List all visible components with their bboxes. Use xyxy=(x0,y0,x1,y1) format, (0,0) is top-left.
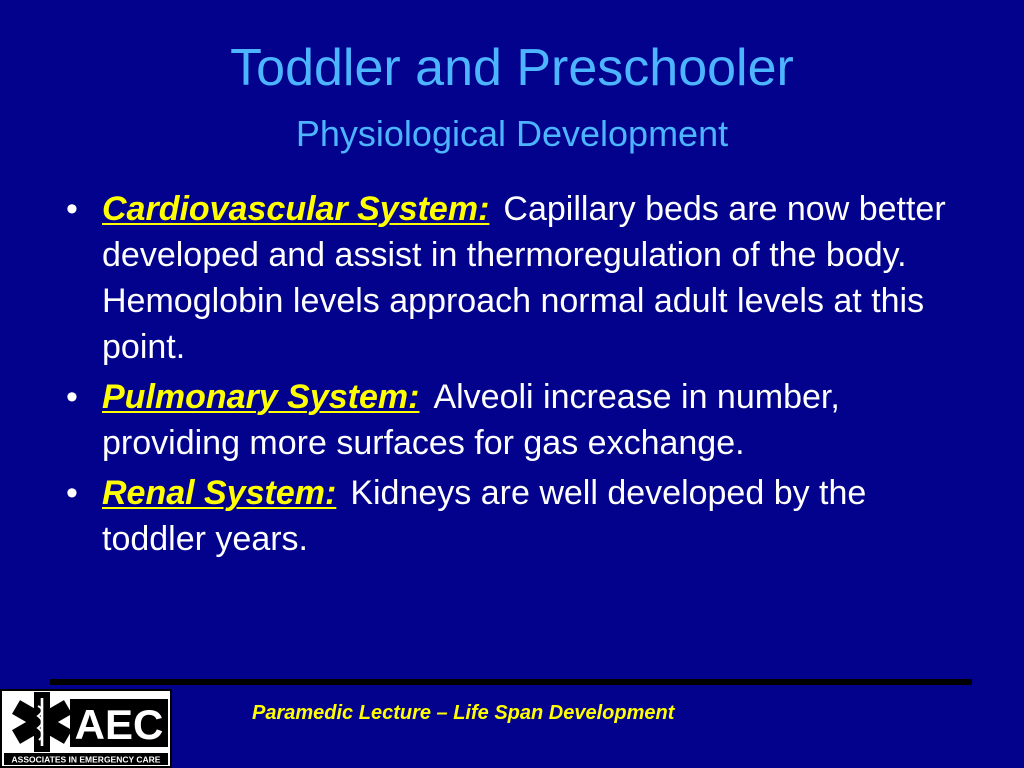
logo-letters: AEC xyxy=(74,701,164,748)
aec-letters xyxy=(70,699,168,748)
bullet-item-cardiovascular xyxy=(60,186,965,370)
bullet-marker: • xyxy=(66,190,78,228)
bullet-heading: Renal System: xyxy=(102,474,337,512)
footer-text: Paramedic Lecture – Life Span Development xyxy=(252,702,675,724)
slide-subtitle: Physiological Development xyxy=(295,113,729,154)
aec-logo-graphic xyxy=(0,689,172,768)
bullet-item-pulmonary xyxy=(60,374,965,466)
bullet-item-renal xyxy=(60,470,965,562)
bullet-text: Kidneys are well developed by the toddler years. xyxy=(102,474,867,558)
footer-divider xyxy=(50,679,972,685)
bullet-heading: Pulmonary System: xyxy=(102,378,420,416)
bullet-marker: • xyxy=(66,378,78,416)
slide-title: Toddler and Preschooler xyxy=(230,39,794,97)
bullet-text: Capillary beds are now better developed and assist in thermoregulation of the body. Hemoglobin levels approach normal adult levels at this point. xyxy=(102,190,946,366)
logo-caption: ASSOCIATES IN EMERGENCY CARE xyxy=(11,754,161,765)
bullet-heading: Cardiovascular System: xyxy=(102,190,490,228)
bullet-marker: • xyxy=(66,474,78,512)
aec-logo xyxy=(0,689,172,768)
bullet-text: Alveoli increase in number, providing more surfaces for gas exchange. xyxy=(102,378,840,462)
bullet-list xyxy=(60,186,965,566)
